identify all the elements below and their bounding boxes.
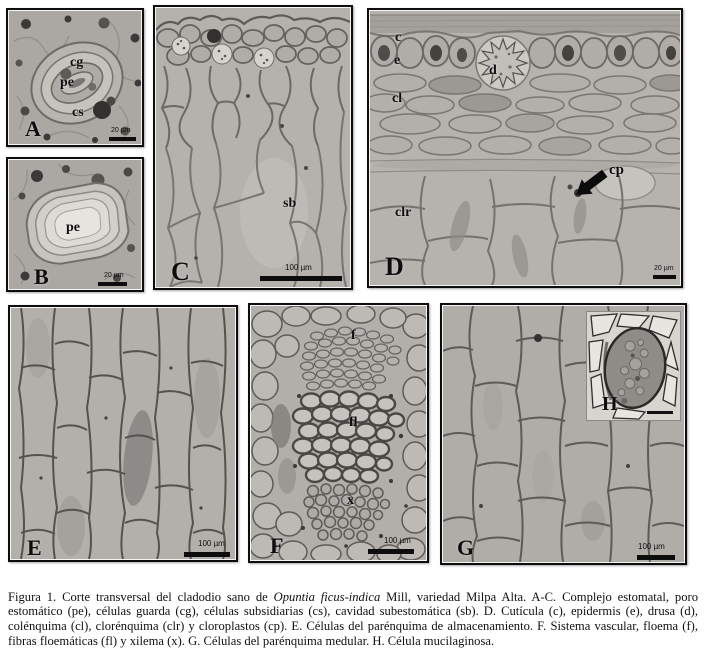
caption-body: Mill, variedad Milpa Alta. A-C. Complejo estomatal, poro estomático (pe), células guarda (cg), células subsidiarias (cs), cavidad subestomática (sb). D. Cutícula (c), epidermis (e), drusa (d), colénquima (cl), clorénquima (clr) y cloroplastos (cp). E. Células del parénquima de almacenamiento. F. Sistema vascular, floema (f), fibras floemáticas (fl) y xilema (x). G. Células del parénquima medular. H. Célula mucilaginosa.: [8, 589, 699, 649]
scale-bar-g: [637, 555, 675, 560]
caption-species-name: Opuntia ficus-indica: [273, 589, 381, 604]
scale-bar-h: [647, 411, 673, 414]
panel-letter-a: A: [25, 116, 41, 141]
scale-bar-c: [260, 276, 342, 281]
scale-label-g: 100 µm: [638, 542, 665, 551]
panel-e: [8, 305, 238, 562]
figure-caption: [8, 590, 698, 649]
scale-label-c: 100 µm: [285, 263, 312, 272]
scale-bar-f: [368, 549, 414, 554]
panel-f: [248, 303, 429, 563]
scale-bar-b: [98, 282, 127, 286]
micrograph-storage-parenchyma: [11, 308, 235, 559]
label-phloem: f: [351, 328, 356, 343]
panel-a: [6, 8, 144, 147]
micrograph-substomatal-cavity: [156, 8, 350, 287]
micrograph-mucilage-cell: [587, 312, 680, 420]
caption-lead: Figura 1. Corte transversal del cladodio sano de: [8, 589, 274, 604]
scale-label-b: 20 µm: [104, 272, 124, 279]
scale-bar-e: [184, 552, 230, 557]
scale-label-a: 20 µm: [111, 127, 131, 134]
panel-h-inset: [587, 312, 680, 420]
label-collenchyma: cl: [392, 91, 403, 106]
panel-letter-e: E: [27, 535, 42, 560]
label-xylem: x: [347, 493, 354, 508]
panel-b: [6, 157, 144, 292]
panel-letter-c: C: [171, 257, 190, 286]
label-subsidiary-cells: cs: [72, 105, 84, 120]
panel-d: [367, 8, 683, 288]
scale-bar-d: [653, 275, 676, 279]
label-substomatal-cavity: sb: [283, 196, 297, 211]
panel-letter-b: B: [34, 264, 49, 289]
panel-g: [440, 303, 687, 565]
label-chlorenchyma: clr: [395, 205, 412, 220]
panel-c: [153, 5, 353, 290]
panel-letter-h: H: [602, 393, 618, 415]
label-chloroplasts: cp: [609, 162, 624, 178]
micrograph-cuticle-epidermis: [370, 11, 680, 285]
scale-label-f: 100 µm: [384, 536, 411, 545]
micrograph-vascular-bundle: [251, 306, 426, 560]
label-druse: d: [489, 63, 497, 78]
scale-bar-a: [109, 137, 136, 141]
scale-label-d: 20 µm: [654, 265, 674, 272]
scale-label-e: 100 µm: [198, 539, 225, 548]
label-epidermis: e: [394, 53, 401, 68]
label-phloem-fibers: fl: [349, 415, 358, 430]
panel-letter-f: F: [270, 533, 284, 558]
label-stomatal-pore-b: pe: [66, 220, 80, 235]
label-stomatal-pore: pe: [60, 75, 74, 90]
panel-letter-d: D: [385, 252, 404, 281]
label-guard-cells: cg: [70, 55, 84, 70]
label-cuticle: c: [395, 30, 402, 45]
panel-letter-g: G: [457, 535, 475, 560]
